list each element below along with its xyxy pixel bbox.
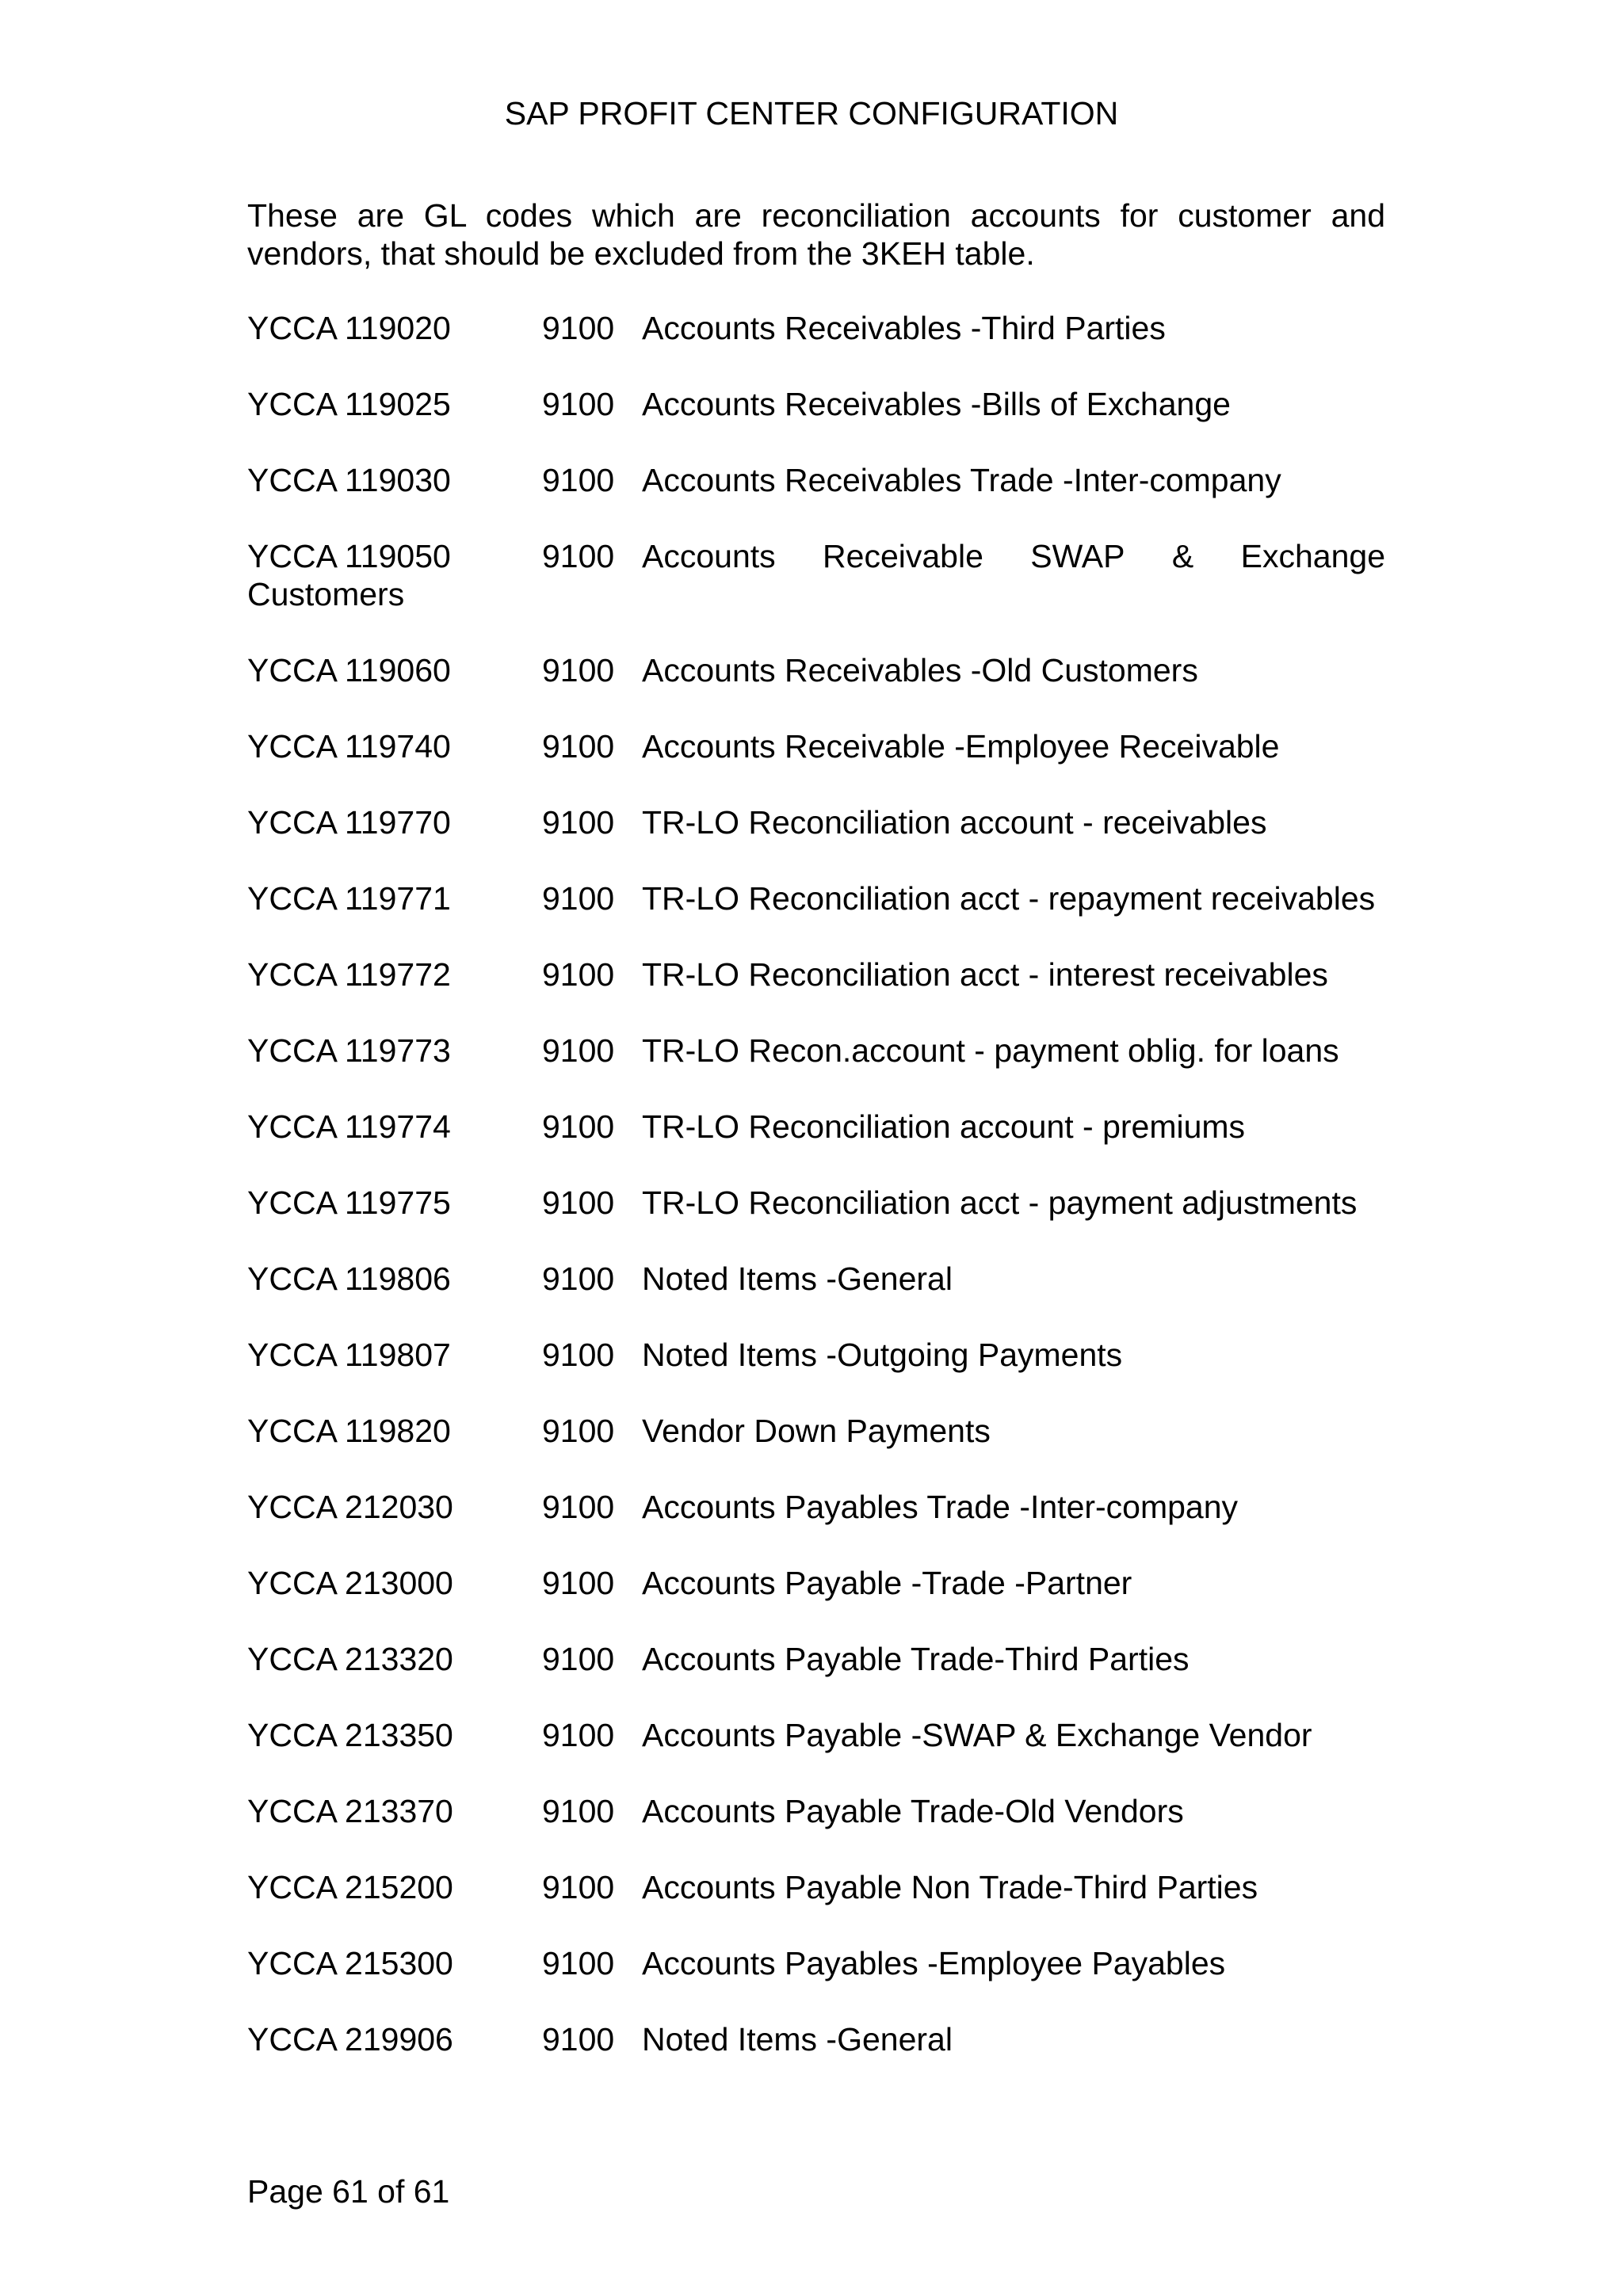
gl-account-row [247, 2020, 1385, 2058]
gl-account-row [247, 1716, 1385, 1754]
gl-account-row [247, 1868, 1385, 1906]
gl-account-description: Noted Items -General [642, 2021, 953, 2058]
gl-account-row [247, 1412, 1385, 1450]
gl-account-description: Accounts Receivable -Employee Receivable [642, 728, 1280, 765]
gl-account-code: YCCA 215200 [247, 1869, 453, 1905]
company-code: 9100 [542, 1489, 615, 1525]
gl-account-row [247, 955, 1385, 994]
gl-account-code: YCCA 119806 [247, 1261, 451, 1297]
company-code: 9100 [542, 1261, 615, 1297]
description-word: Accounts [642, 538, 776, 574]
gl-account-code: YCCA 119774 [247, 1108, 451, 1145]
gl-account-row [247, 727, 1385, 765]
page-number: Page 61 of 61 [247, 2173, 450, 2210]
gl-account-code: YCCA 219906 [247, 2021, 453, 2058]
company-code: 9100 [542, 1108, 615, 1145]
company-code: 9100 [542, 538, 615, 574]
gl-account-description-continued: Customers [247, 576, 405, 612]
company-code: 9100 [542, 1337, 615, 1373]
gl-account-row [247, 1944, 1385, 1982]
gl-account-row [247, 1640, 1385, 1678]
gl-account-description: TR-LO Recon.account - payment oblig. for loans [642, 1032, 1339, 1069]
company-code: 9100 [542, 1869, 615, 1905]
gl-account-row [247, 879, 1385, 917]
gl-account-description: TR-LO Reconciliation acct - interest receivables [642, 956, 1328, 993]
gl-account-code: YCCA 213370 [247, 1793, 453, 1829]
company-code: 9100 [542, 2021, 615, 2058]
gl-account-code: YCCA 119771 [247, 880, 451, 917]
company-code: 9100 [542, 1641, 615, 1677]
gl-account-description: Noted Items -General [642, 1261, 953, 1297]
gl-account-description: Accounts Payable Trade-Old Vendors [642, 1793, 1184, 1829]
company-code: 9100 [542, 1184, 615, 1221]
gl-account-code: YCCA 119025 [247, 386, 451, 422]
gl-account-description: Accounts Receivables -Bills of Exchange [642, 386, 1231, 422]
gl-account-code: YCCA 212030 [247, 1489, 453, 1525]
company-code: 9100 [542, 728, 615, 765]
description-word: & [1171, 538, 1194, 574]
company-code: 9100 [542, 652, 615, 688]
company-code: 9100 [542, 804, 615, 841]
gl-account-description: Accounts Receivables -Old Customers [642, 652, 1198, 688]
gl-account-code: YCCA 213350 [247, 1717, 453, 1753]
company-code: 9100 [542, 310, 615, 346]
gl-account-code: YCCA 119060 [247, 652, 451, 688]
gl-account-row [247, 651, 1385, 689]
company-code: 9100 [542, 1565, 615, 1601]
gl-account-code: YCCA 119740 [247, 728, 451, 765]
intro-paragraph: These are GL codes which are reconciliation accounts for customer and vendors, that should be excluded from the 3KEH table. [247, 197, 1385, 272]
company-code: 9100 [542, 956, 615, 993]
company-code: 9100 [542, 1945, 615, 1981]
gl-account-code: YCCA 119050 [247, 538, 451, 574]
company-code: 9100 [542, 880, 615, 917]
gl-account-code: YCCA 119772 [247, 956, 451, 993]
gl-account-description: TR-LO Reconciliation acct - repayment receivables [642, 880, 1376, 917]
gl-account-code: YCCA 119820 [247, 1413, 451, 1449]
gl-account-row [247, 1184, 1385, 1222]
description-word: SWAP [1030, 538, 1125, 574]
gl-account-row [247, 803, 1385, 841]
gl-account-code: YCCA 213320 [247, 1641, 453, 1677]
gl-account-row [247, 537, 1385, 613]
gl-account-code: YCCA 213000 [247, 1565, 453, 1601]
gl-account-description: Accounts Payables Trade -Inter-company [642, 1489, 1239, 1525]
gl-account-row [247, 385, 1385, 423]
company-code: 9100 [542, 462, 615, 498]
gl-account-row [247, 1564, 1385, 1602]
gl-account-code: YCCA 215300 [247, 1945, 453, 1981]
gl-account-row [247, 1260, 1385, 1298]
gl-account-row [247, 309, 1385, 347]
gl-account-description: TR-LO Reconciliation account - premiums [642, 1108, 1246, 1145]
gl-account-description [642, 537, 1385, 575]
gl-account-list [247, 309, 1385, 2096]
gl-account-row [247, 1792, 1385, 1830]
gl-account-code: YCCA 119020 [247, 310, 451, 346]
gl-account-row [247, 461, 1385, 499]
description-word: Receivable [823, 538, 983, 574]
gl-account-description: Accounts Payable Non Trade-Third Parties [642, 1869, 1258, 1905]
gl-account-row [247, 1108, 1385, 1146]
gl-account-description: TR-LO Reconciliation account - receivables [642, 804, 1267, 841]
gl-account-code: YCCA 119773 [247, 1032, 451, 1069]
gl-account-code: YCCA 119770 [247, 804, 451, 841]
company-code: 9100 [542, 386, 615, 422]
gl-account-code: YCCA 119775 [247, 1184, 451, 1221]
description-word: Exchange [1240, 538, 1385, 574]
gl-account-description: Accounts Receivables Trade -Inter-company [642, 462, 1281, 498]
gl-account-description: Noted Items -Outgoing Payments [642, 1337, 1123, 1373]
gl-account-row [247, 1032, 1385, 1070]
gl-account-code: YCCA 119807 [247, 1337, 451, 1373]
gl-account-description: Vendor Down Payments [642, 1413, 991, 1449]
gl-account-row [247, 1488, 1385, 1526]
gl-account-code: YCCA 119030 [247, 462, 451, 498]
gl-account-row [247, 1336, 1385, 1374]
gl-account-description: Accounts Payable Trade-Third Parties [642, 1641, 1190, 1677]
gl-account-description: TR-LO Reconciliation acct - payment adjustments [642, 1184, 1358, 1221]
gl-account-description: Accounts Payable -Trade -Partner [642, 1565, 1132, 1601]
page-header-title: SAP PROFIT CENTER CONFIGURATION [504, 95, 1119, 132]
company-code: 9100 [542, 1413, 615, 1449]
gl-account-description: Accounts Payables -Employee Payables [642, 1945, 1226, 1981]
company-code: 9100 [542, 1032, 615, 1069]
gl-account-description: Accounts Receivables -Third Parties [642, 310, 1166, 346]
company-code: 9100 [542, 1717, 615, 1753]
gl-account-description: Accounts Payable -SWAP & Exchange Vendor [642, 1717, 1312, 1753]
company-code: 9100 [542, 1793, 615, 1829]
